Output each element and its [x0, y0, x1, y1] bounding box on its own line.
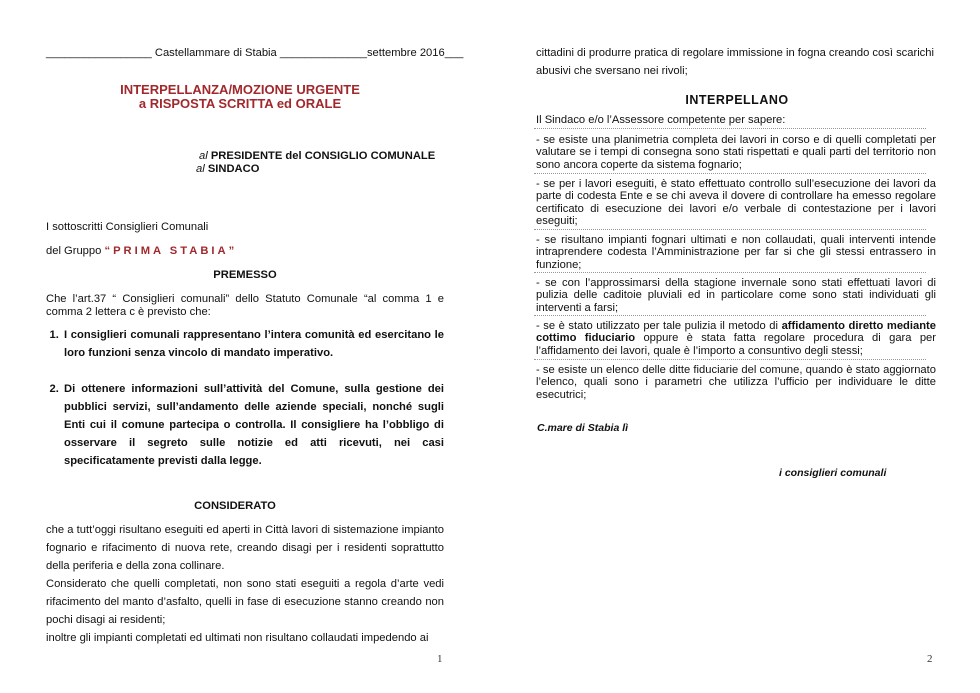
question-text: - se con l’approssimarsi della stagione invernale sono stati effettuati lavori di pulizia delle caditoie pluviali ed in particolare come sono stati individuati gli interventi a farsi; — [536, 277, 936, 314]
question-highlight: affidamento diretto mediante cottimo fiduciario — [536, 320, 937, 345]
considerato-paragraph: Considerato che quelli completati, non sono stati eseguiti a regola d’arte vedi rifacimento del manto d’asfalto, quelli in fase di esecuzione stanno creando non pochi disagi ai residenti; — [46, 578, 444, 626]
separator — [534, 128, 926, 129]
addressee-name: SINDACO — [207, 163, 260, 175]
addressee-mayor — [196, 163, 435, 176]
question — [536, 178, 936, 227]
addressee-name: PRESIDENTE del CONSIGLIO COMUNALE — [210, 150, 436, 162]
continuation-text: cittadini di produrre pratica di regolare immissione in fogna creando così scarichi abusivi che sversano nei rivoli; — [536, 47, 934, 77]
question-text-end: oppure è stata fatta regolare procedura di gara per l’affidamento dei lavori, quale è l’importo a consuntivo degli stessi; — [536, 332, 937, 357]
statute-item: 1. I consiglieri comunali rappresentano l’intera comunità ed esercitano le loro funzioni senza vincolo di mandato imperativo. — [62, 326, 444, 362]
question — [536, 134, 936, 171]
considerato-body — [46, 521, 444, 647]
premesso-heading: PREMESSO — [213, 269, 277, 281]
document-page-2 — [490, 0, 980, 693]
question-text — [536, 320, 936, 357]
considerato-heading: CONSIDERATO — [194, 500, 276, 512]
question-text: - se esiste un elenco delle ditte fiduciarie del comune, quando è stato aggiornato l’elenco, quali sono i parametri che utilizza l’ufficio per individuare le ditte esecutrici; — [536, 364, 936, 401]
title-line-2: a RISPOSTA SCRITTA ed ORALE — [138, 96, 342, 111]
statute-items — [34, 326, 444, 470]
question-text: - se esiste una planimetria completa dei lavori in corso e di quelli completati per valutare se i tempi di consegna sono stati rispettati e quali parti del territorio non sono ancora coperte da sistema fognario; — [536, 134, 936, 171]
separator — [534, 229, 926, 230]
question — [536, 277, 936, 314]
addressee-president — [196, 150, 435, 163]
group-name: “PRIMA STABIA” — [104, 245, 238, 257]
considerato-paragraph: che a tutt’oggi risultano eseguiti ed aperti in Città lavori di sistemazione impianto fognario e rifacimento di nuova rete, creando disagi per i residenti soprattutto della periferia e della zona collinare. — [46, 524, 444, 572]
separator — [534, 359, 926, 360]
page-number: 1 — [437, 653, 443, 665]
question — [536, 234, 936, 271]
page-number: 2 — [927, 653, 933, 665]
question-text: - se risultano impianti fognari ultimati e non collaudati, quali interventi intende intraprendere codesta l’Amministrazione per far si che gli stessi entrassero in funzione; — [536, 234, 936, 271]
separator — [534, 173, 926, 174]
group-line — [46, 242, 237, 260]
premesso-text: Che l’art.37 “ Consiglieri comunali” dello Statuto Comunale “al comma 1 e comma 2 lettera c è previsto che: — [46, 293, 444, 318]
document-title — [44, 83, 436, 111]
addressees — [196, 150, 435, 176]
question — [536, 364, 936, 401]
question — [536, 320, 936, 357]
statute-item: 2. Di ottenere informazioni sull’attività del Comune, sulla gestione dei pubblici servizi, sull’andamento delle aziende speciali, nonché sugli Enti cui il comune partecipa o controlla. Il consigliere ha l’obbligo di osservare il segreto sulle notizie ed atti ricevuti, nei casi specificatamente previsti dalla legge. — [62, 380, 444, 470]
question-text-start: - se è stato utilizzato per tale pulizia il metodo di — [536, 320, 779, 332]
considerato-paragraph: inoltre gli impianti completati ed ultimati non risultano collaudati impedendo ai — [46, 632, 429, 644]
separator — [534, 315, 926, 316]
place-date: C.mare di Stabia lì — [537, 422, 629, 434]
title-line-1: INTERPELLANZA/MOZIONE URGENTE — [120, 82, 360, 97]
addressee-prefix: al — [199, 150, 208, 162]
question-text: - se per i lavori eseguiti, è stato effettuato controllo sull’esecuzione dei lavori da parte di codesta Ente e se chi aveva il dovere di controllare ha emesso regolare certificato di esecuzione dei lavori e/o verbale di contestazione per i lavori eseguiti; — [536, 178, 936, 227]
signatories-line: I sottoscritti Consiglieri Comunali — [46, 221, 209, 233]
interpellano-heading: INTERPELLANO — [685, 93, 789, 107]
header-place-date-line: _________________ Castellammare di Stabia ______________settembre 2016___ — [46, 47, 464, 59]
signature-line: i consiglieri comunali — [779, 467, 887, 479]
group-prefix: del Gruppo — [46, 245, 102, 257]
interpellano-intro: Il Sindaco e/o l’Assessore competente per sapere: — [536, 114, 786, 126]
addressee-prefix: al — [196, 163, 205, 175]
separator — [534, 272, 926, 273]
